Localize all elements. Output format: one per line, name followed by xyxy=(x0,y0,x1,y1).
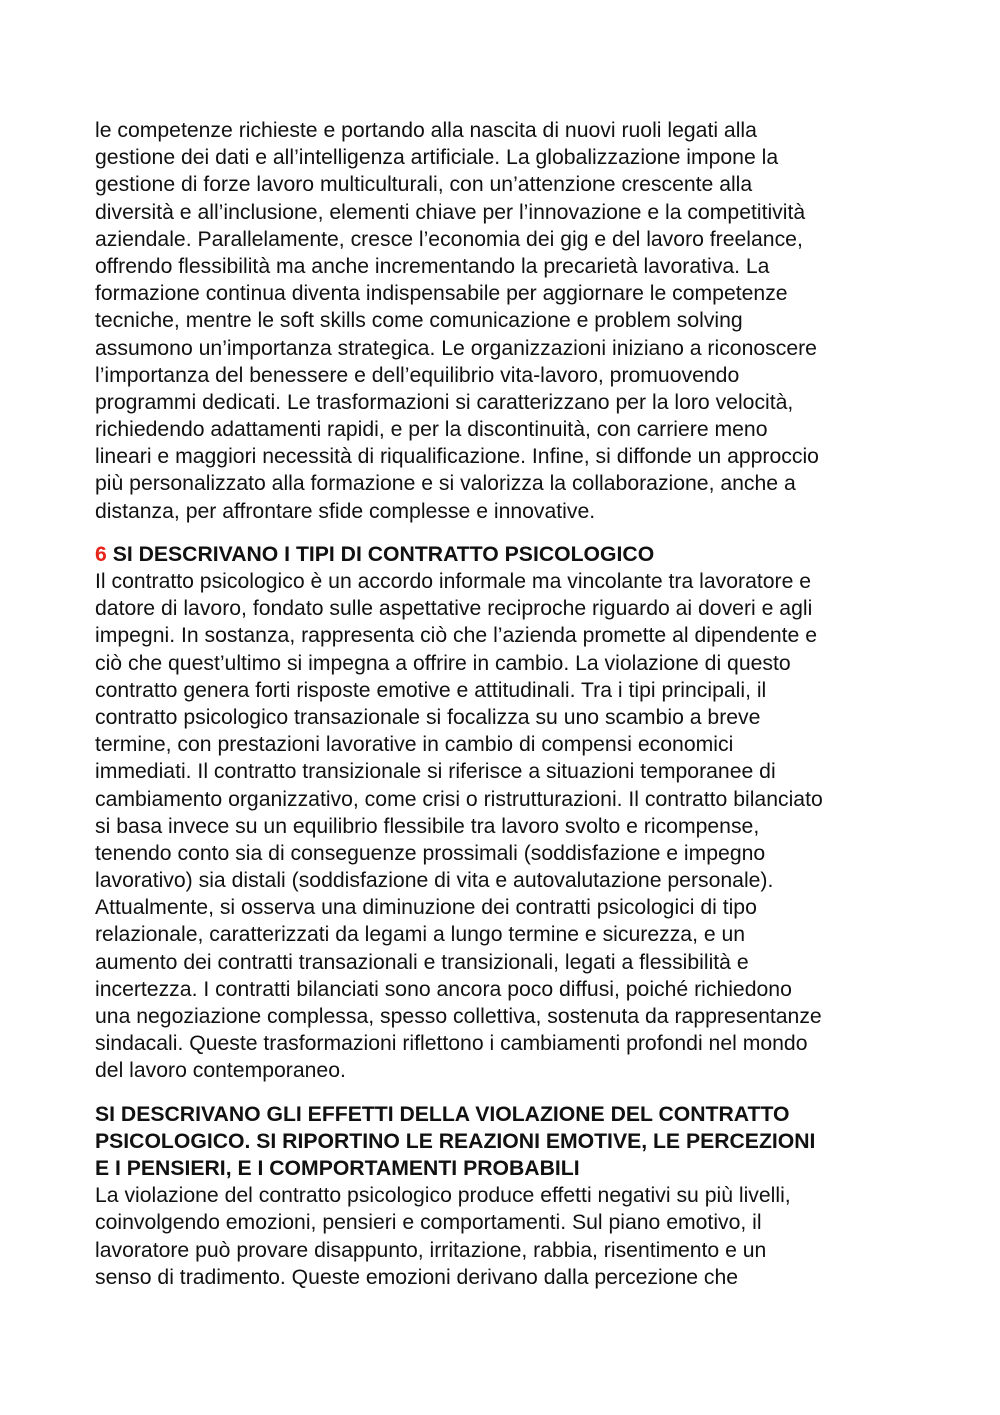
text-line: si basa invece su un equilibrio flessibile tra lavoro svolto e ricompense, xyxy=(95,814,760,838)
text-line: diversità e all’inclusione, elementi chiave per l’innovazione e la competitività xyxy=(95,200,806,224)
text-line: Il contratto psicologico è un accordo informale ma vincolante tra lavoratore e xyxy=(95,570,812,593)
text-line: relazionale, caratterizzati da legami a lungo termine e sicurezza, e un xyxy=(95,923,746,947)
text-line: richiedendo adattamenti rapidi, e per la discontinuità, con carriere meno xyxy=(95,418,768,442)
document-page xyxy=(95,117,925,1291)
text-line: aumento dei contratti transazionali e transizionali, legati a flessibilità e xyxy=(95,950,749,974)
section-title: SI DESCRIVANO I TIPI DI CONTRATTO PSICOLOGICO xyxy=(112,542,655,566)
section-title-line: E I PENSIERI, E I COMPORTAMENTI PROBABILI xyxy=(95,1156,580,1180)
text-line: contratto genera forti risposte emotive e attitudinali. Tra i tipi principali, il xyxy=(95,678,767,702)
section-title-line: PSICOLOGICO. SI RIPORTINO LE REAZIONI EMOTIVE, LE PERCEZIONI xyxy=(95,1129,816,1153)
text-line: più personalizzato alla formazione e si valorizza la collaborazione, anche a xyxy=(95,472,796,496)
section-heading xyxy=(95,541,925,568)
text-line: lineari e maggiori necessità di riqualificazione. Infine, si diffonde un approccio xyxy=(95,445,819,469)
paragraph-gap xyxy=(95,1085,925,1101)
text-line: datore di lavoro, fondato sulle aspettative reciproche riguardo ai doveri e agli xyxy=(95,597,813,621)
paragraph-gap xyxy=(95,525,925,541)
text-line: del lavoro contemporaneo. xyxy=(95,1059,346,1083)
text-line: offrendo flessibilità ma anche incrementando la precarietà lavorativa. La xyxy=(95,254,770,278)
text-line: programmi dedicati. Le trasformazioni si caratterizzano per la loro velocità, xyxy=(95,390,794,414)
text-line: gestione di forze lavoro multiculturali, con un’attenzione crescente alla xyxy=(95,173,753,197)
text-line: Attualmente, si osserva una diminuzione dei contratti psicologici di tipo xyxy=(95,896,757,920)
text-line: formazione continua diventa indispensabile per aggiornare le competenze xyxy=(95,282,788,306)
section-contract-violation xyxy=(95,1101,925,1291)
text-line: contratto psicologico transazionale si focalizza su uno scambio a breve xyxy=(95,705,761,729)
text-line: assumono un’importanza strategica. Le organizzazioni iniziano a riconoscere xyxy=(95,336,817,360)
text-line: aziendale. Parallelamente, cresce l’economia dei gig e del lavoro freelance, xyxy=(95,227,803,251)
text-line: incertezza. I contratti bilanciati sono ancora poco diffusi, poiché richiedono xyxy=(95,977,792,1001)
section-title-line: SI DESCRIVANO GLI EFFETTI DELLA VIOLAZIONE DEL CONTRATTO xyxy=(95,1102,790,1126)
text-line: l’importanza del benessere e dell’equilibrio vita-lavoro, promuovendo xyxy=(95,363,740,387)
text-line: termine, con prestazioni lavorative in cambio di compensi economici xyxy=(95,733,734,757)
text-line: ciò che quest’ultimo si impegna a offrire in cambio. La violazione di questo xyxy=(95,651,791,675)
text-line: impegni. In sostanza, rappresenta ciò che l’azienda promette al dipendente e xyxy=(95,624,818,648)
text-line: sindacali. Queste trasformazioni riflettono i cambiamenti profondi nel mondo xyxy=(95,1032,808,1056)
text-line: gestione dei dati e all’intelligenza artificiale. La globalizzazione impone la xyxy=(95,146,779,170)
text-line: coinvolgendo emozioni, pensieri e comportamenti. Sul piano emotivo, il xyxy=(95,1211,762,1235)
text-line: tecniche, mentre le soft skills come comunicazione e problem solving xyxy=(95,309,743,333)
text-line: lavoratore può provare disappunto, irritazione, rabbia, risentimento e un xyxy=(95,1238,767,1262)
paragraph-intro xyxy=(95,117,925,525)
text-line: lavorativo) sia distali (soddisfazione di vita e autovalutazione personale). xyxy=(95,869,774,893)
text-line: immediati. Il contratto transizionale si riferisce a situazioni temporanee di xyxy=(95,760,776,784)
text-line: tenendo conto sia di conseguenze prossimali (soddisfazione e impegno xyxy=(95,841,766,865)
section-number: 6 xyxy=(95,542,107,566)
text-line: La violazione del contratto psicologico produce effetti negativi su più livelli, xyxy=(95,1184,791,1208)
text-line: una negoziazione complessa, spesso collettiva, sostenuta da rappresentanze xyxy=(95,1005,822,1028)
text-line: cambiamento organizzativo, come crisi o ristrutturazioni. Il contratto bilanciato xyxy=(95,787,823,811)
section-contract-types xyxy=(95,541,925,1085)
text-line: senso di tradimento. Queste emozioni derivano dalla percezione che xyxy=(95,1265,739,1289)
text-line: distanza, per affrontare sfide complesse e innovative. xyxy=(95,499,596,523)
text-line: le competenze richieste e portando alla nascita di nuovi ruoli legati alla xyxy=(95,119,757,142)
